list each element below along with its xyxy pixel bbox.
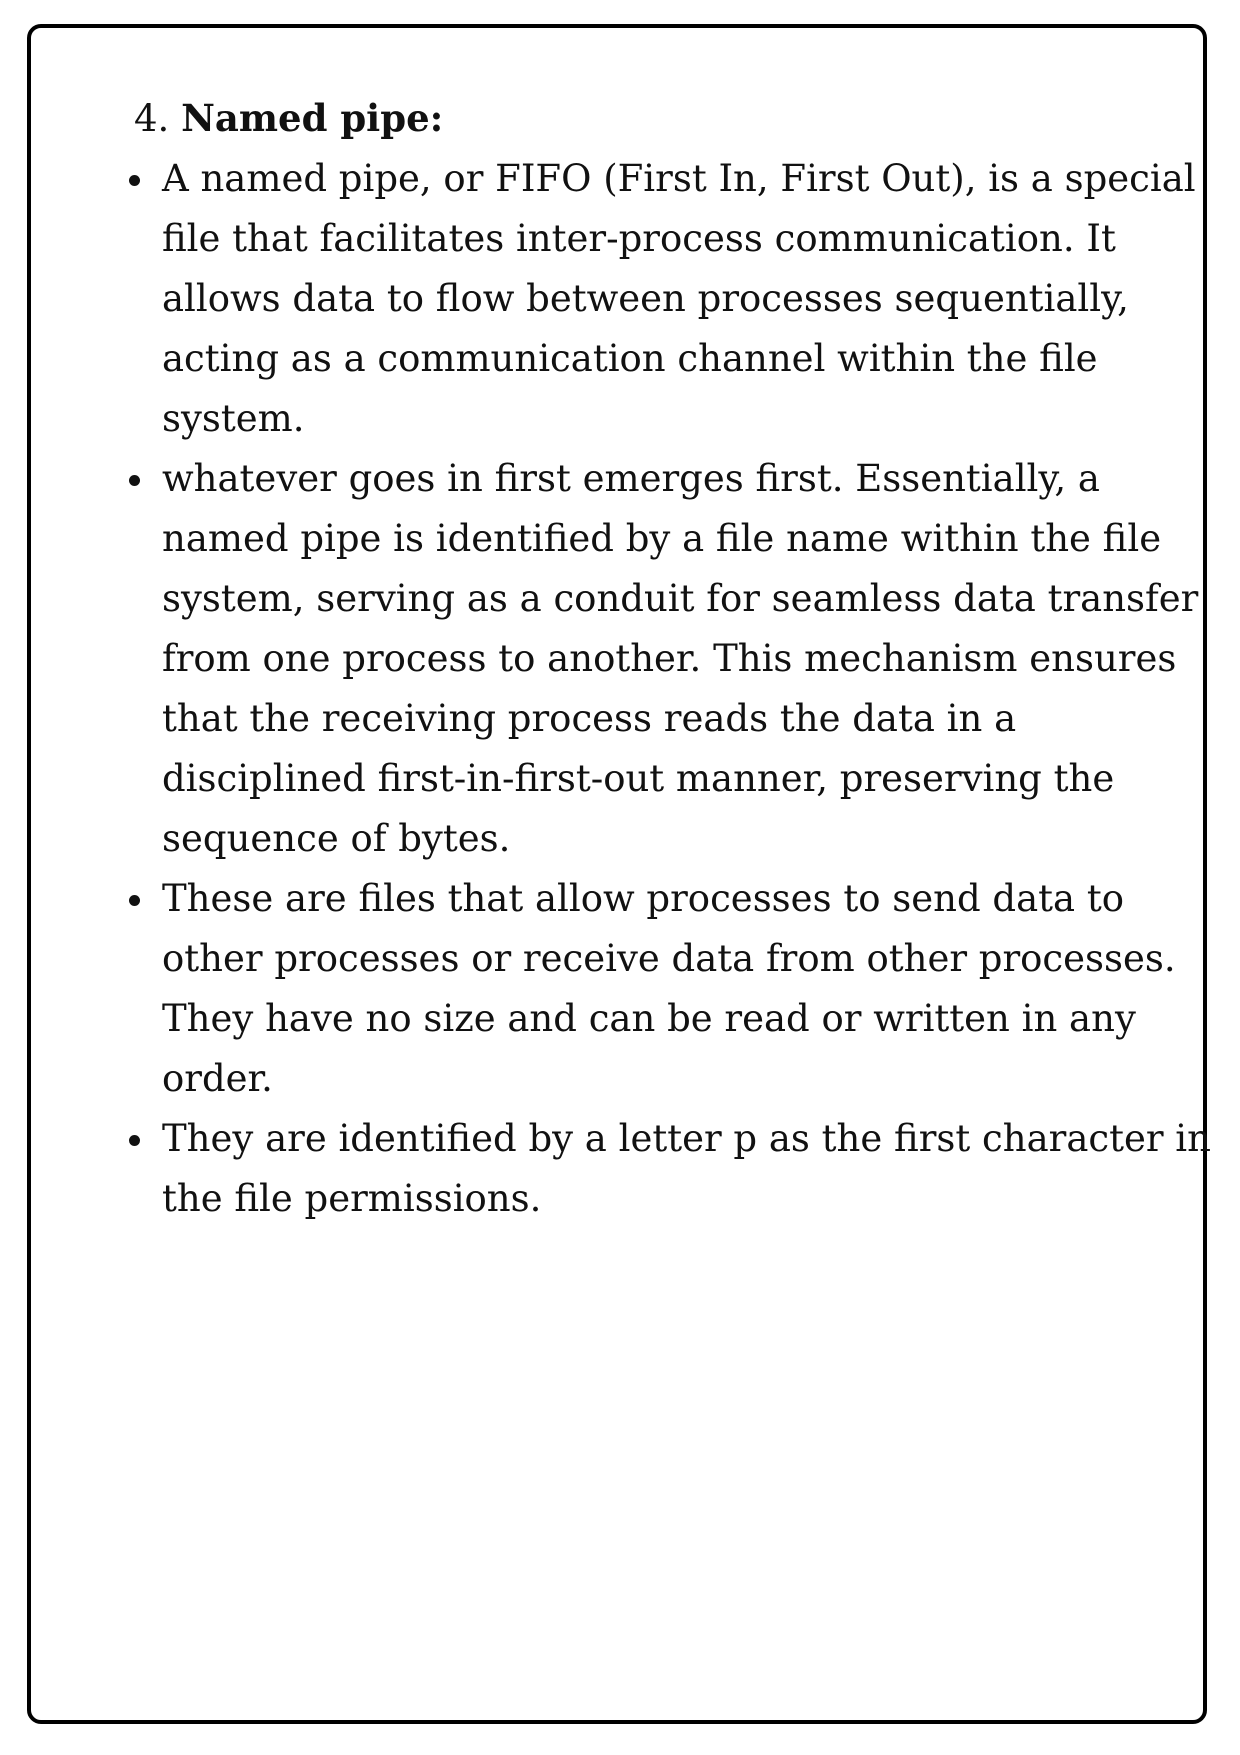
bullet-icon (129, 475, 140, 486)
page-frame (27, 24, 1211, 1724)
list-item (106, 1109, 1216, 1229)
list-item-text: whatever goes in first emerges first. Essentially, a named pipe is identified by a file name within the file system, serving as a conduit for seamless data transfer from one process to another. This mechanism ensures that the receiving process reads the data in a disciplined first-in-first-out manner, preserving the sequence of bytes. (162, 457, 1199, 860)
bullet-list (106, 149, 1216, 1229)
bullet-icon (129, 895, 140, 906)
bullet-icon (129, 175, 140, 186)
section-title: Named pipe: (181, 96, 444, 140)
list-item (106, 149, 1216, 449)
list-item-text: A named pipe, or FIFO (First In, First Out), is a special file that facilitates inter-process communication. It allows data to flow between processes sequentially, acting as a communication channel within the file system. (162, 157, 1196, 440)
list-item-text: These are files that allow processes to send data to other processes or receive data from other processes. They have no size and can be read or written in any order. (162, 877, 1176, 1100)
list-item-text: They are identified by a letter p as the first character in the file permissions. (162, 1117, 1211, 1220)
section-number: 4. (134, 97, 170, 140)
content-area (106, 88, 1216, 1229)
bullet-icon (129, 1135, 140, 1146)
list-item (106, 449, 1216, 869)
section-heading (134, 88, 1216, 149)
list-item (106, 869, 1216, 1109)
